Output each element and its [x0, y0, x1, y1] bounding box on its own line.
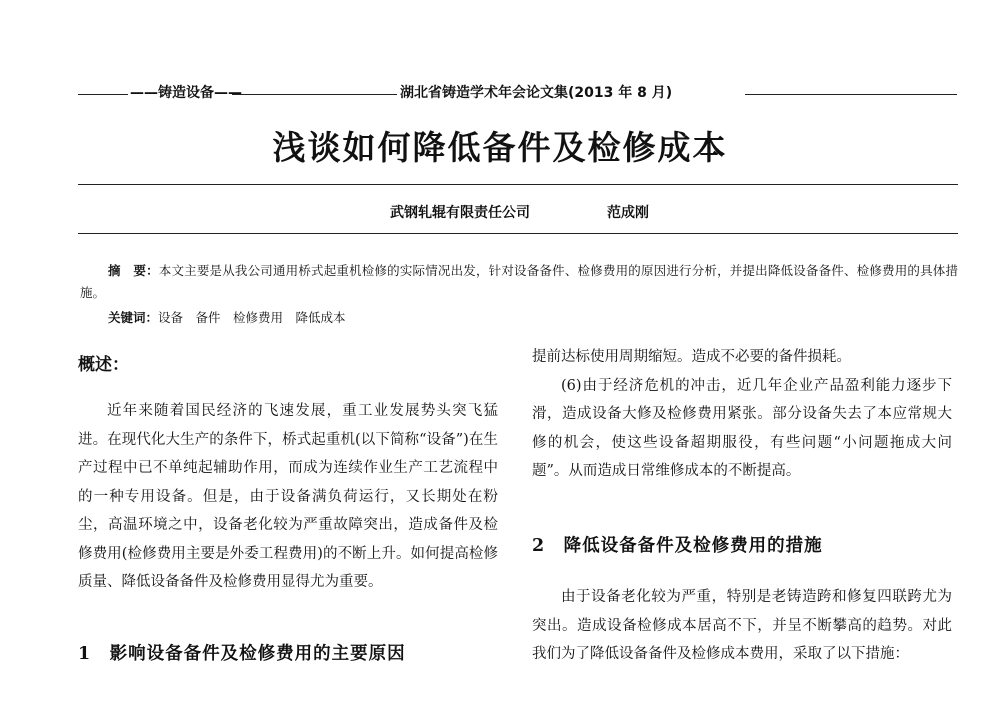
section-1-heading: 1 影响设备备件及检修费用的主要原因	[78, 644, 406, 664]
right-column	[532, 343, 952, 486]
running-header-left: ——铸造设备——	[130, 85, 242, 101]
header-rule-left	[78, 94, 128, 95]
author-affiliation: 武钢轧辊有限责任公司	[390, 205, 530, 221]
keywords	[108, 308, 346, 326]
paper-title: 浅谈如何降低备件及检修成本	[272, 128, 728, 167]
overview-paragraph: 近年来随着国民经济的飞速发展，重工业发展势头突飞猛进。在现代化大生产的条件下，桥式起重机(以下简称“设备”)在生产过程中已不单纯起辅助作用，而成为连续作业生产工艺流程中的一种专用设备。但是，由于设备满负荷运行，又长期处在粉尘，高温环境之中，设备老化较为严重故障突出，造成备件及检修费用(检修费用主要是外委工程费用)的不断上升。如何提高检修质量、降低设备备件及检修费用显得尤为重要。	[78, 403, 498, 590]
section-2-heading: 2 降低设备备件及检修费用的措施	[532, 536, 823, 556]
section-2-paragraph: 由于设备老化较为严重，特别是老铸造跨和修复四联跨尤为突出。造成设备检修成本居高不下，并呈不断攀高的趋势。对此我们为了降低设备备件及检修成本费用，采取了以下措施：	[532, 589, 952, 662]
keywords-label: 关键词：	[108, 310, 159, 325]
author-name: 范成刚	[607, 205, 649, 221]
header-rule-right	[745, 94, 957, 95]
abstract	[80, 260, 958, 304]
abstract-text: 本文主要是从我公司通用桥式起重机检修的实际情况出发，针对设备备件、检修费用的原因进行分析，并提出降低设备备件、检修费用的具体措施。	[80, 263, 958, 300]
overview-heading: 概述：	[78, 355, 129, 375]
abstract-label: 摘 要：	[108, 263, 159, 278]
keywords-text: 设备 备件 检修费用 降低成本	[158, 310, 346, 325]
left-column	[78, 397, 498, 597]
running-header-right: 湖北省铸造学术年会论文集(2013 年 8 月)	[400, 85, 673, 101]
continued-paragraph: 提前达标使用周期缩短。造成不必要的备件损耗。	[532, 349, 851, 365]
header-rule-mid	[232, 94, 397, 95]
item-6-paragraph: (6)由于经济危机的冲击，近几年企业产品盈利能力逐步下滑，造成设备大修及检修费用紧张。部分设备失去了本应常规大修的机会，使这些设备超期服役，有些问题“小问题拖成大问题”。从而造成日常维修成本的不断提高。	[532, 377, 952, 479]
right-column-lower	[532, 583, 952, 669]
title-rule-bottom	[78, 233, 958, 234]
title-rule-top	[78, 184, 958, 185]
